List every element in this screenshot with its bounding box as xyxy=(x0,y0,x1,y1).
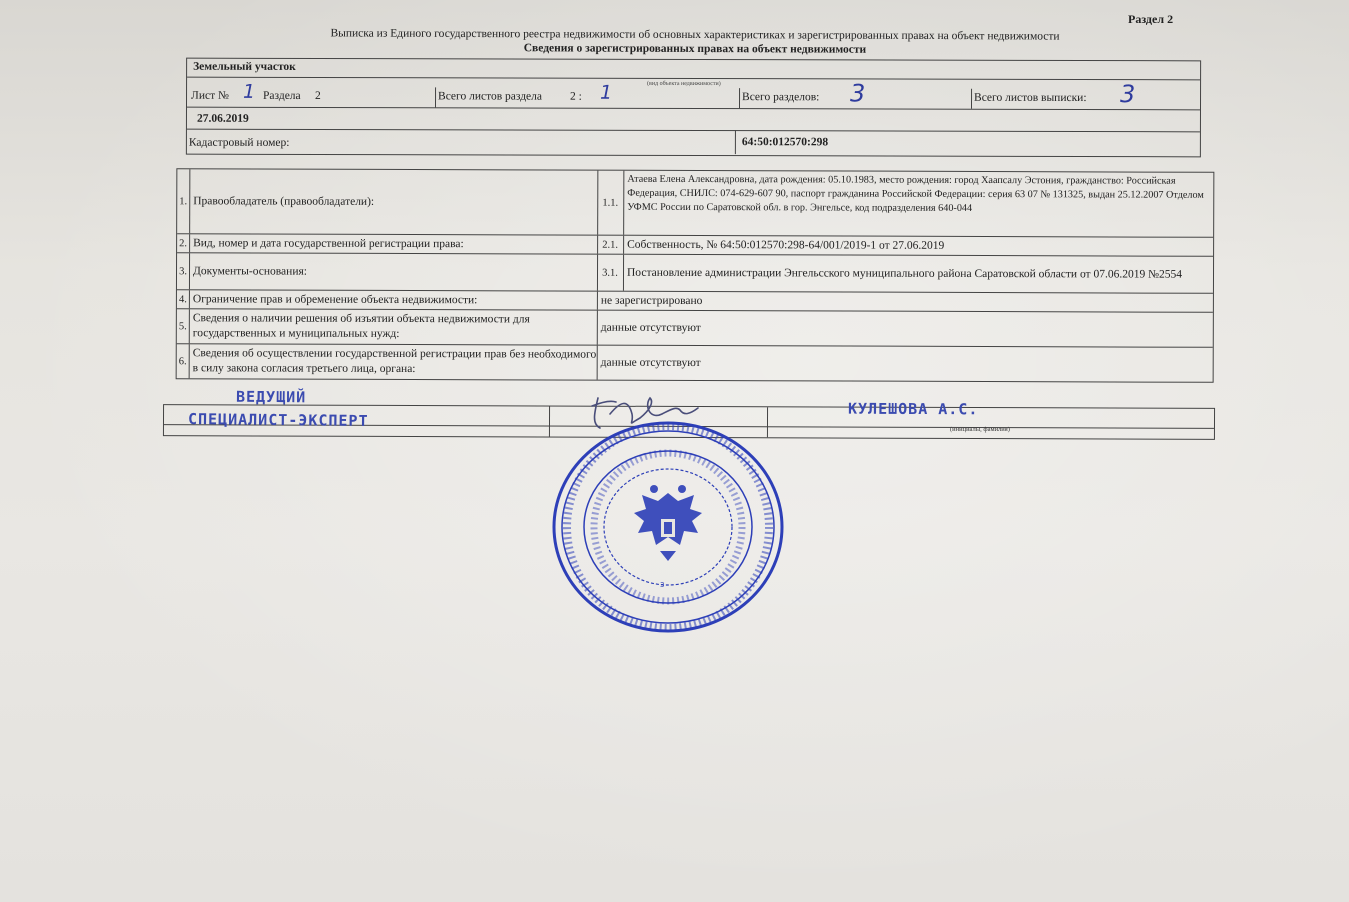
row-name: Документы-основания: xyxy=(189,253,598,290)
row-value: данные отсутствуют xyxy=(600,356,701,369)
row-number: 2. xyxy=(177,234,190,252)
position-stamp-line-1: ВЕДУЩИЙ xyxy=(235,387,307,407)
seal-center-number: 3 xyxy=(660,581,665,589)
row-number: 3. xyxy=(177,253,190,289)
row-value: Постановление администрации Энгельсского муниципального района Саратовской области от 07.06.2019 №2554 xyxy=(626,266,1183,281)
row-name: Сведения об осуществлении государственной регистрации прав без необходимого в силу закона согласия третьего лица, органа: xyxy=(189,344,598,379)
row-number: 4. xyxy=(177,290,190,308)
object-type-row xyxy=(187,59,1200,81)
total-sections-value: 3 xyxy=(850,79,866,108)
total-sections-label: Всего разделов: xyxy=(742,91,820,104)
sheet-number: 1 xyxy=(243,80,256,103)
title-line-2: Сведения о зарегистрированных правах на объект недвижимости xyxy=(523,42,867,56)
title-line-1: Выписка из Единого государственного реестра недвижимости об основных характеристиках и зарегистрированных правах на объект недвижимости xyxy=(330,27,1060,43)
total-sheets-value: 3 xyxy=(1119,80,1136,109)
section-label: Раздел 2 xyxy=(1128,12,1174,26)
object-type: Земельный участок xyxy=(193,60,296,73)
row-name: Вид, номер и дата государственной регистрации права: xyxy=(189,234,598,253)
sheets-in-section-value: 1 xyxy=(600,81,613,104)
row-value: данные отсутствуют xyxy=(600,321,701,334)
sheet-number-cell xyxy=(187,80,435,108)
row-name: Сведения о наличии решения об изъятии объекта недвижимости для государственных и муниципальных нужд: xyxy=(189,309,598,344)
cadastral-row xyxy=(187,129,1200,156)
name-stamp: КУЛЕШОВА А.С. xyxy=(847,399,979,419)
official-seal xyxy=(548,415,788,640)
row-value: Собственность, № 64:50:012570:298-64/001/2019-1 от 27.06.2019 xyxy=(627,238,945,252)
row-value: Атаева Елена Александровна, дата рождения: 05.10.1983, место рождения: город Хаапсалу Эстония, гражданство: Российская Федерация, СНИЛС: 074-629-607 90, паспорт гражданина Российской Федерации: серия 63 07 № 131325, выдан 25.12.2007 Отделом УФМС России по Саратовской обл. в гор. Энгельсе, код подразделения 640-044 xyxy=(627,173,1204,214)
row-name: Ограничение прав и обременение объекта недвижимости: xyxy=(189,290,598,309)
object-type-hint: (вид объекта недвижимости) xyxy=(647,80,721,88)
row-subnumber: 2.1. xyxy=(597,236,624,254)
rights-table xyxy=(176,168,1215,383)
cadastral-label: Кадастровый номер: xyxy=(188,136,290,149)
object-header-table xyxy=(186,58,1201,158)
sheet-label: Лист № xyxy=(191,89,229,102)
table-row xyxy=(177,169,1213,238)
total-sections-cell xyxy=(739,79,972,109)
section-word: Раздела xyxy=(263,89,301,102)
extract-date: 27.06.2019 xyxy=(196,112,249,125)
section-number: 2 xyxy=(315,90,321,103)
row-value: не зарегистрировано xyxy=(600,294,703,307)
row-number: 6. xyxy=(177,344,190,378)
name-hint: (инициалы, фамилия) xyxy=(950,426,1010,433)
document-title xyxy=(200,26,1190,58)
row-number: 1. xyxy=(177,169,190,233)
total-sheets-cell xyxy=(971,80,1201,110)
row-name: Правообладатель (правообладатели): xyxy=(189,169,598,234)
eagle-emblem-icon xyxy=(634,485,702,561)
sheets-in-section-label: Всего листов раздела xyxy=(438,90,543,103)
handwritten-signature xyxy=(580,384,720,444)
position-stamp-line-2: СПЕЦИАЛИСТ-ЭКСПЕРТ xyxy=(187,410,369,430)
table-row xyxy=(177,344,1213,382)
table-row xyxy=(177,309,1213,348)
table-row xyxy=(177,253,1213,294)
row-number: 5. xyxy=(177,309,190,343)
row-subnumber: 3.1. xyxy=(597,255,624,291)
total-sheets-label: Всего листов выписки: xyxy=(974,91,1087,105)
cadastral-number: 64:50:012570:298 xyxy=(735,130,828,154)
sheets-in-section-section: 2 : xyxy=(570,90,582,103)
row-subnumber: 1.1. xyxy=(597,171,624,235)
